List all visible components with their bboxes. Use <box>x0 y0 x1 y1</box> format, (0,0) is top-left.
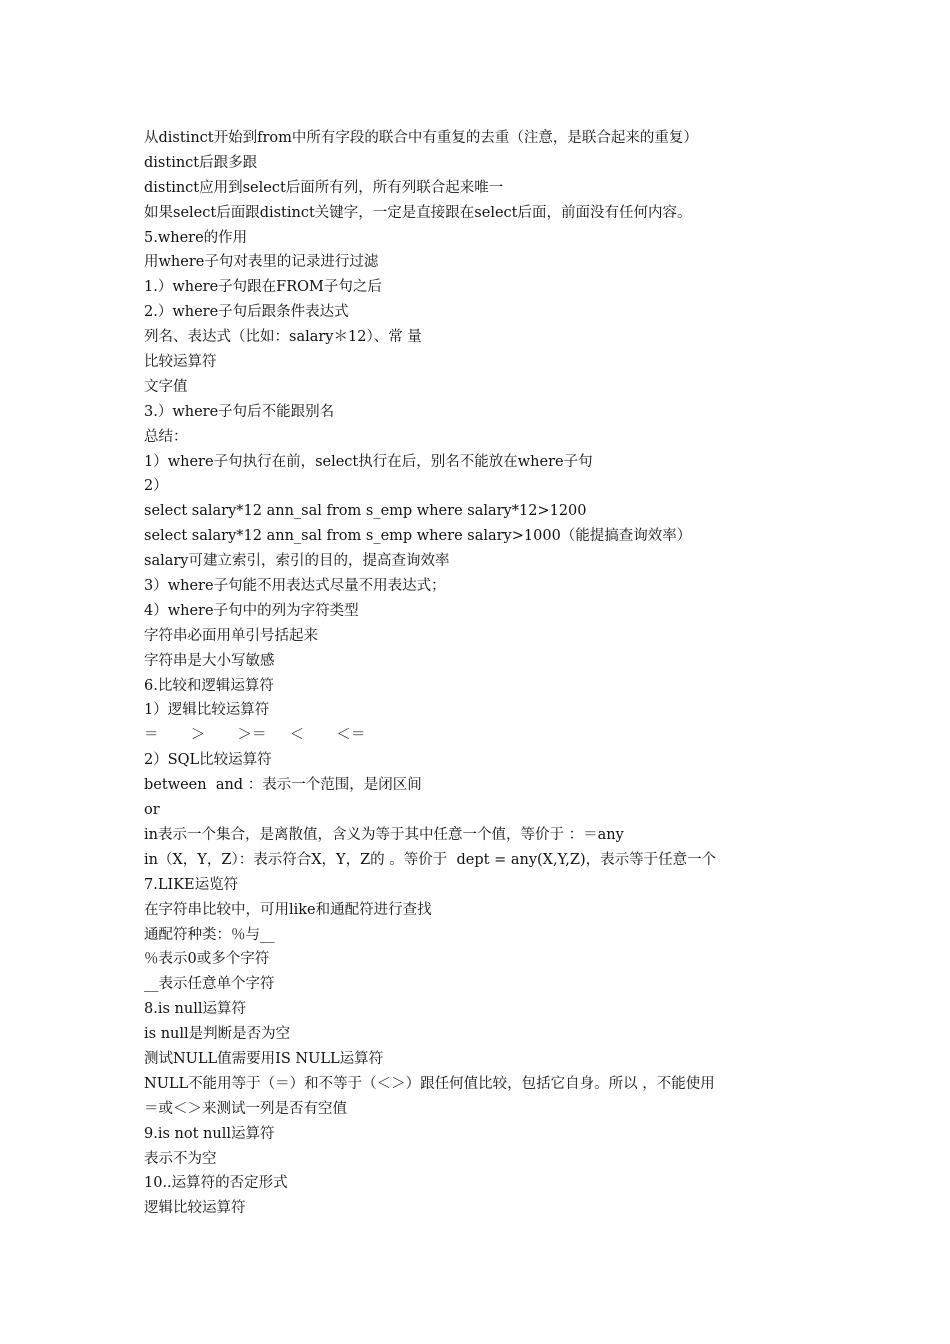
text-line: 如果select后面跟distinct关键字，一定是直接跟在select后面，前面没有任何内容。 <box>144 204 692 221</box>
text-line: 字符串必面用单引号括起来 <box>144 627 318 644</box>
text-line: 从distinct开始到from中所有字段的联合中有重复的去重（注意，是联合起来的重复） <box>144 130 698 146</box>
section-heading: 6.比较和逻辑运算符 <box>144 677 274 694</box>
text-line: ％表示0或多个字符 <box>144 951 270 968</box>
text-line: 1.）where子句跟在FROM子句之后 <box>144 279 382 296</box>
text-line: 3.）where子句后不能跟别名 <box>144 403 335 420</box>
section-heading: 8.is null运算符 <box>144 1001 246 1018</box>
code-line: select salary*12 ann_sal from s_emp where salary>1000（能提搞查询效率） <box>144 528 692 545</box>
text-line: in表示一个集合，是离散值，含义为等于其中任意一个值，等价于 ：＝any <box>144 826 624 843</box>
text-line: NULL不能用等于（＝）和不等于（＜＞）跟任何值比较，包括它自身。所以 ，不能使用 <box>144 1075 715 1092</box>
text-line: ＝或＜＞来测试一列是否有空值 <box>144 1100 347 1117</box>
section-heading: 9.is not null运算符 <box>144 1125 275 1142</box>
text-line: 4）where子句中的列为字符类型 <box>144 602 359 619</box>
text-line: salary可建立索引，索引的目的，提高查询效率 <box>144 553 450 570</box>
section-heading: 5.where的作用 <box>144 229 248 246</box>
text-line: distinct后跟多跟 <box>144 154 258 171</box>
text-line: is null是判断是否为空 <box>144 1026 291 1043</box>
text-line: in（X，Y，Z）：表示符合X，Y，Z的 。等价于 dept = any(X,Y,Z)，表示等于任意一个 <box>144 851 717 868</box>
text-line: 逻辑比较运算符 <box>144 1200 246 1217</box>
text-line: 2）SQL比较运算符 <box>144 752 272 769</box>
document-body <box>144 126 824 1221</box>
text-line: 用where子句对表里的记录进行过滤 <box>144 254 379 271</box>
text-line: 1）逻辑比较运算符 <box>144 702 270 719</box>
text-line: 在字符串比较中，可用like和通配符进行查找 <box>144 901 432 918</box>
text-line: 字符串是大小写敏感 <box>144 652 275 669</box>
text-line: or <box>144 802 160 819</box>
code-line: select salary*12 ann_sal from s_emp where salary*12>1200 <box>144 503 587 520</box>
text-line: 文字值 <box>144 378 188 395</box>
text-line: 表示不为空 <box>144 1150 217 1167</box>
text-line: 总结： <box>144 428 188 445</box>
text-line: 2） <box>144 478 168 495</box>
text-line: 3）where子句能不用表达式尽量不用表达式； <box>144 578 446 595</box>
text-line: 测试NULL值需要用IS NULL运算符 <box>144 1050 384 1067</box>
text-line: 2.）where子句后跟条件表达式 <box>144 304 349 321</box>
text-line: 比较运算符 <box>144 354 217 371</box>
section-heading: 10..运算符的否定形式 <box>144 1175 288 1192</box>
text-line: between and ：表示一个范围，是闭区间 <box>144 777 422 794</box>
operator-line: ＝ ＞ ＞＝ ＜ ＜＝ <box>144 727 366 744</box>
text-line: __表示任意单个字符 <box>144 976 275 993</box>
text-line: 列名、表达式（比如：salary＊12）、常 量 <box>144 329 422 346</box>
section-heading: 7.LIKE运览符 <box>144 876 239 893</box>
text-line: 1）where子句执行在前，select执行在后，别名不能放在where子句 <box>144 453 593 470</box>
text-line: distinct应用到select后面所有列，所有列联合起来唯一 <box>144 179 504 196</box>
text-line: 通配符种类：％与__ <box>144 926 275 943</box>
